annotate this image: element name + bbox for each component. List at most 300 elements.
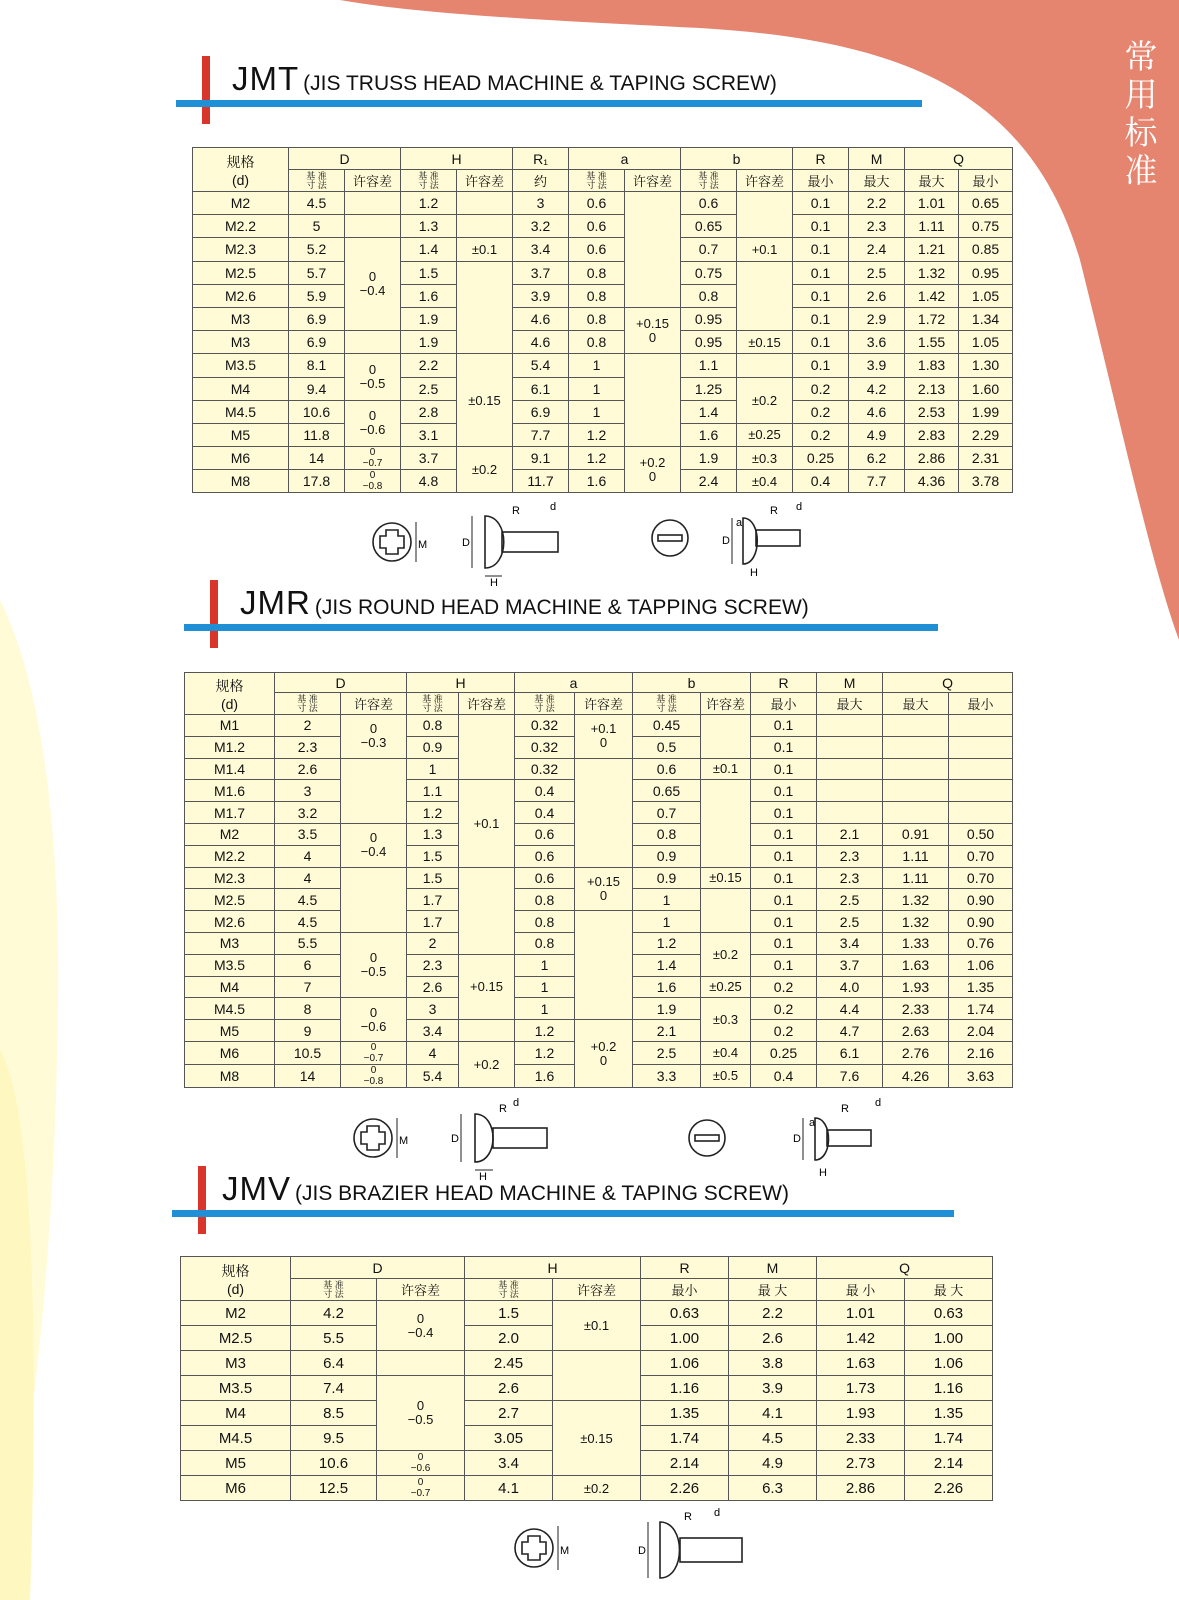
section-description: (JIS TRUSS HEAD MACHINE & TAPING SCREW) bbox=[303, 72, 777, 95]
a-base-cell: 1.6 bbox=[515, 1064, 575, 1087]
H-base-cell: 3 bbox=[407, 998, 459, 1020]
Q-max-cell: 1.72 bbox=[905, 307, 959, 330]
H-base-cell: 4 bbox=[407, 1041, 459, 1064]
size-cell: M5 bbox=[185, 1020, 275, 1042]
H-base-cell: 1.5 bbox=[401, 261, 457, 284]
Q-min-cell bbox=[949, 736, 1013, 758]
R-min-cell: 0.1 bbox=[751, 715, 817, 737]
table-row bbox=[181, 1401, 993, 1426]
section-code: JMT bbox=[232, 60, 300, 97]
Q-max-cell: 0.63 bbox=[905, 1301, 993, 1326]
D-base-cell: 6.9 bbox=[289, 331, 345, 354]
Q-max-cell: 1.00 bbox=[905, 1326, 993, 1351]
size-cell: M8 bbox=[193, 470, 289, 493]
H-base-cell: 1 bbox=[407, 758, 459, 780]
M-max-cell: 3.9 bbox=[729, 1376, 817, 1401]
size-cell: M2.3 bbox=[185, 867, 275, 889]
D-base-cell: 14 bbox=[275, 1064, 341, 1087]
tolerance-line: 0 bbox=[368, 408, 377, 424]
label-d: d bbox=[714, 1508, 721, 1519]
M-max-cell: 2.4 bbox=[849, 238, 905, 261]
M-max-cell bbox=[817, 715, 883, 737]
H-tol-cell: +0.2 bbox=[459, 1041, 515, 1087]
size-cell: M6 bbox=[193, 447, 289, 470]
table-row bbox=[185, 911, 1013, 933]
table-row bbox=[185, 715, 1013, 737]
size-cell: M2.6 bbox=[193, 284, 289, 307]
b-tol-cell: ±0.4 bbox=[737, 470, 793, 493]
R-min-cell: 0.1 bbox=[793, 354, 849, 377]
Q-max-cell: 1.63 bbox=[883, 954, 949, 976]
D-base-cell: 6.4 bbox=[291, 1351, 377, 1376]
D-tol-cell bbox=[341, 1041, 407, 1064]
D-tol-cell bbox=[345, 400, 401, 446]
R-min-cell: 0.25 bbox=[751, 1041, 817, 1064]
a-base-cell: 0.8 bbox=[569, 261, 625, 284]
D-tol-cell bbox=[377, 1351, 465, 1376]
b-base-cell: 0.95 bbox=[681, 331, 737, 354]
table-row bbox=[193, 400, 1013, 423]
Q-max-cell: 1.32 bbox=[883, 911, 949, 933]
H-base-cell: 3.05 bbox=[465, 1426, 553, 1451]
M-max-cell: 3.7 bbox=[817, 954, 883, 976]
H-base-cell: 1.2 bbox=[401, 192, 457, 215]
table-row bbox=[185, 1020, 1013, 1042]
a-base-cell: 1 bbox=[569, 377, 625, 400]
a-base-cell: 1.2 bbox=[515, 1020, 575, 1042]
R1-cell: 3.9 bbox=[513, 284, 569, 307]
a-base-cell: 0.6 bbox=[515, 845, 575, 867]
D-base-cell: 8.1 bbox=[289, 354, 345, 377]
a-tol-cell bbox=[575, 715, 633, 759]
size-cell: M2.5 bbox=[193, 261, 289, 284]
a-tol-cell bbox=[625, 307, 681, 353]
b-base-cell: 1.2 bbox=[633, 932, 701, 954]
M-max-cell: 2.2 bbox=[849, 192, 905, 215]
b-base-cell: 2.5 bbox=[633, 1041, 701, 1064]
size-cell: M6 bbox=[181, 1476, 291, 1501]
size-cell: M8 bbox=[185, 1064, 275, 1087]
table-row bbox=[193, 215, 1013, 238]
Q-min-cell bbox=[949, 758, 1013, 780]
tolerance-line: 0 bbox=[416, 1398, 425, 1413]
D-tol-cell bbox=[341, 823, 407, 867]
header-min: 最小 bbox=[949, 693, 1013, 715]
H-tol-cell: +0.15 bbox=[459, 954, 515, 1019]
H-base-cell: 2.45 bbox=[465, 1351, 553, 1376]
Q-max-cell: 1.32 bbox=[905, 261, 959, 284]
R1-cell: 11.7 bbox=[513, 470, 569, 493]
H-base-cell: 2.0 bbox=[465, 1326, 553, 1351]
Q-min-cell: 2.73 bbox=[817, 1451, 905, 1476]
D-tol-cell bbox=[341, 758, 407, 823]
Q-max-cell bbox=[883, 715, 949, 737]
H-tol-cell: ±0.2 bbox=[457, 447, 513, 493]
jmr-title bbox=[210, 580, 950, 650]
b-base-cell: 0.75 bbox=[681, 261, 737, 284]
M-max-cell: 6.2 bbox=[849, 447, 905, 470]
D-base-cell: 5.5 bbox=[291, 1326, 377, 1351]
M-max-cell bbox=[817, 780, 883, 802]
H-base-cell: 1.5 bbox=[407, 867, 459, 889]
D-base-cell: 5.5 bbox=[275, 932, 341, 954]
Q-max-cell bbox=[883, 802, 949, 824]
Q-min-cell: 0.90 bbox=[949, 889, 1013, 911]
R-min-cell: 0.1 bbox=[793, 192, 849, 215]
H-base-cell: 2.2 bbox=[401, 354, 457, 377]
a-base-cell: 0.8 bbox=[569, 331, 625, 354]
label-d: d bbox=[513, 1098, 520, 1109]
header-tol: 许容差 bbox=[701, 693, 751, 715]
H-base-cell: 3.4 bbox=[465, 1451, 553, 1476]
size-cell: M5 bbox=[181, 1451, 291, 1476]
header-H: H bbox=[407, 673, 515, 693]
tolerance-line: 0 bbox=[416, 1310, 425, 1326]
size-cell: M3 bbox=[185, 932, 275, 954]
R1-cell: 5.4 bbox=[513, 354, 569, 377]
header-tol: 许容差 bbox=[345, 170, 401, 192]
D-base-cell: 5.9 bbox=[289, 284, 345, 307]
R-min-cell: 0.1 bbox=[751, 802, 817, 824]
label-R: R bbox=[512, 505, 520, 517]
label-d: d bbox=[875, 1098, 882, 1109]
header-base: 基 准 寸 法 bbox=[401, 170, 457, 192]
tolerance-line: −0.7 bbox=[410, 1488, 431, 1499]
Q-max-cell: 1.83 bbox=[905, 354, 959, 377]
M-max-cell: 3.6 bbox=[849, 331, 905, 354]
H-tol-cell bbox=[553, 1351, 641, 1401]
Q-max-cell bbox=[883, 780, 949, 802]
tolerance-line: −0.4 bbox=[359, 283, 386, 299]
b-base-cell: 2.4 bbox=[681, 470, 737, 493]
Q-min-cell: 2.33 bbox=[817, 1426, 905, 1451]
Q-max-cell: 1.93 bbox=[883, 976, 949, 998]
label-D: D bbox=[462, 537, 470, 549]
a-tol-cell bbox=[625, 192, 681, 308]
tolerance-line: −0.7 bbox=[363, 1052, 384, 1064]
R-min-cell: 0.1 bbox=[793, 307, 849, 330]
header-tol: 许容差 bbox=[553, 1279, 641, 1301]
header-tol: 许容差 bbox=[457, 170, 513, 192]
header-tol: 许容差 bbox=[575, 693, 633, 715]
a-base-cell: 1 bbox=[569, 354, 625, 377]
D-base-cell: 8.5 bbox=[291, 1401, 377, 1426]
R-min-cell: 0.1 bbox=[751, 758, 817, 780]
D-base-cell: 8 bbox=[275, 998, 341, 1020]
R1-cell: 3 bbox=[513, 192, 569, 215]
M-max-cell bbox=[817, 736, 883, 758]
b-tol-cell: ±0.25 bbox=[737, 423, 793, 446]
Q-min-cell: 1.06 bbox=[949, 954, 1013, 976]
tolerance-line: −0.8 bbox=[362, 481, 383, 493]
M-max-cell: 4.1 bbox=[729, 1401, 817, 1426]
M-max-cell: 7.6 bbox=[817, 1064, 883, 1087]
R1-cell: 7.7 bbox=[513, 423, 569, 446]
header-spec: 规格 (d) bbox=[185, 673, 275, 715]
a-base-cell: 0.32 bbox=[515, 715, 575, 737]
a-base-cell: 1.2 bbox=[569, 447, 625, 470]
b-tol-cell: ±0.1 bbox=[701, 758, 751, 780]
header-base: 基 准 寸 法 bbox=[291, 1279, 377, 1301]
R-min-cell: 0.2 bbox=[751, 1020, 817, 1042]
R-min-cell: 0.4 bbox=[751, 1064, 817, 1087]
b-base-cell: 0.7 bbox=[681, 238, 737, 261]
H-base-cell: 1.2 bbox=[407, 802, 459, 824]
a-base-cell: 1 bbox=[515, 954, 575, 976]
b-base-cell: 1.9 bbox=[681, 447, 737, 470]
b-tol-cell: ±0.5 bbox=[701, 1064, 751, 1087]
header-min: 最小 bbox=[959, 170, 1013, 192]
R-min-cell: 0.2 bbox=[751, 976, 817, 998]
R1-cell: 3.4 bbox=[513, 238, 569, 261]
b-base-cell: 2.1 bbox=[633, 1020, 701, 1042]
tolerance-line: 0 bbox=[369, 470, 376, 482]
D-base-cell: 4.5 bbox=[275, 889, 341, 911]
b-base-cell: 0.6 bbox=[681, 192, 737, 215]
D-tol-cell bbox=[345, 470, 401, 493]
R-min-cell: 0.1 bbox=[751, 845, 817, 867]
size-cell: M2.2 bbox=[193, 215, 289, 238]
Q-max-cell: 2.86 bbox=[905, 447, 959, 470]
Q-max-cell: 1.11 bbox=[883, 867, 949, 889]
M-max-cell bbox=[817, 802, 883, 824]
tolerance-line: −0.6 bbox=[410, 1463, 431, 1474]
D-base-cell: 3.5 bbox=[275, 823, 341, 845]
size-cell: M3.5 bbox=[181, 1376, 291, 1401]
label-D: D bbox=[638, 1545, 646, 1557]
Q-min-cell: 0.70 bbox=[949, 867, 1013, 889]
H-tol-cell: ±0.1 bbox=[553, 1301, 641, 1351]
Q-min-cell: 1.34 bbox=[959, 307, 1013, 330]
b-base-cell: 0.6 bbox=[633, 758, 701, 780]
H-base-cell: 0.9 bbox=[407, 736, 459, 758]
Q-min-cell bbox=[949, 715, 1013, 737]
a-base-cell: 1 bbox=[515, 998, 575, 1020]
header-max: 最大 bbox=[883, 693, 949, 715]
R-min-cell: 0.1 bbox=[751, 736, 817, 758]
R-min-cell: 0.2 bbox=[793, 400, 849, 423]
table-row bbox=[193, 377, 1013, 400]
H-tol-cell: ±0.15 bbox=[457, 354, 513, 447]
R-min-cell: 1.74 bbox=[641, 1426, 729, 1451]
b-base-cell: 1 bbox=[633, 911, 701, 933]
size-cell: M3 bbox=[181, 1351, 291, 1376]
D-base-cell: 3 bbox=[275, 780, 341, 802]
tolerance-line: 0 bbox=[369, 721, 378, 737]
D-base-cell: 4 bbox=[275, 867, 341, 889]
Q-max-cell: 0.91 bbox=[883, 823, 949, 845]
D-tol-cell bbox=[345, 331, 401, 354]
Q-min-cell: 0.70 bbox=[949, 845, 1013, 867]
D-base-cell: 2.6 bbox=[275, 758, 341, 780]
header-M: M bbox=[729, 1257, 817, 1279]
D-tol-cell bbox=[345, 215, 401, 238]
tolerance-line: −0.6 bbox=[360, 1018, 387, 1034]
Q-min-cell: 1.63 bbox=[817, 1351, 905, 1376]
D-tol-cell bbox=[345, 447, 401, 470]
size-cell: M4 bbox=[185, 976, 275, 998]
tolerance-line: 0 bbox=[648, 329, 657, 345]
tolerance-line: 0 bbox=[368, 362, 377, 377]
side-label-char: 用 bbox=[1124, 75, 1158, 114]
D-base-cell: 7.4 bbox=[291, 1376, 377, 1401]
a-base-cell: 1.2 bbox=[569, 423, 625, 446]
Q-min-cell: 2.31 bbox=[959, 447, 1013, 470]
tolerance-line: 0 bbox=[599, 1052, 608, 1068]
H-tol-cell: ±0.2 bbox=[553, 1476, 641, 1501]
M-max-cell: 2.5 bbox=[817, 911, 883, 933]
header-max: 最 大 bbox=[729, 1279, 817, 1301]
H-base-cell: 1.9 bbox=[401, 331, 457, 354]
header-base: 基 准 寸 法 bbox=[289, 170, 345, 192]
size-cell: M1.2 bbox=[185, 736, 275, 758]
table-row bbox=[185, 758, 1013, 780]
H-base-cell: 4.1 bbox=[465, 1476, 553, 1501]
label-D: D bbox=[793, 1133, 801, 1145]
Q-max-cell: 1.01 bbox=[905, 192, 959, 215]
H-base-cell: 3.4 bbox=[407, 1020, 459, 1042]
H-tol-cell bbox=[457, 261, 513, 354]
header-max: 最大 bbox=[817, 693, 883, 715]
section-code: JMR bbox=[240, 584, 311, 621]
header-D: D bbox=[289, 148, 401, 170]
header-max: 最大 bbox=[905, 170, 959, 192]
R-min-cell: 2.26 bbox=[641, 1476, 729, 1501]
H-base-cell: 2.3 bbox=[407, 954, 459, 976]
H-tol-cell bbox=[459, 715, 515, 780]
a-base-cell: 0.6 bbox=[569, 192, 625, 215]
R-min-cell: 0.2 bbox=[751, 998, 817, 1020]
D-base-cell: 2.3 bbox=[275, 736, 341, 758]
label-M: M bbox=[560, 1545, 570, 1557]
slotted-head-side-view bbox=[732, 518, 800, 564]
M-max-cell: 6.3 bbox=[729, 1476, 817, 1501]
tolerance-line: +0.1 bbox=[590, 721, 617, 737]
header-R: R bbox=[751, 673, 817, 693]
header-approx: 约 bbox=[513, 170, 569, 192]
b-base-cell: 0.5 bbox=[633, 736, 701, 758]
R-min-cell: 0.1 bbox=[751, 867, 817, 889]
H-base-cell: 2.6 bbox=[407, 976, 459, 998]
side-label-char: 准 bbox=[1124, 151, 1158, 190]
header-min: 最小 bbox=[793, 170, 849, 192]
D-tol-cell bbox=[341, 1064, 407, 1087]
a-base-cell: 0.8 bbox=[515, 911, 575, 933]
b-tol-cell bbox=[701, 715, 751, 759]
a-base-cell: 1.6 bbox=[569, 470, 625, 493]
Q-min-cell: 2.04 bbox=[949, 1020, 1013, 1042]
jmv-diagram bbox=[510, 1508, 760, 1590]
header-base: 基 准 寸 法 bbox=[465, 1279, 553, 1301]
H-base-cell: 3.1 bbox=[401, 423, 457, 446]
D-base-cell: 7 bbox=[275, 976, 341, 998]
header-R: R bbox=[641, 1257, 729, 1279]
Q-min-cell: 3.78 bbox=[959, 470, 1013, 493]
jmt-table bbox=[192, 147, 1013, 493]
Q-min-cell: 1.35 bbox=[949, 976, 1013, 998]
header-tol: 许容差 bbox=[341, 693, 407, 715]
Q-min-cell: 1.05 bbox=[959, 331, 1013, 354]
D-base-cell: 5 bbox=[289, 215, 345, 238]
D-base-cell: 9.5 bbox=[291, 1426, 377, 1451]
M-max-cell: 3.9 bbox=[849, 354, 905, 377]
b-base-cell: 1.6 bbox=[633, 976, 701, 998]
H-tol-cell: ±0.1 bbox=[457, 238, 513, 261]
R-min-cell: 0.1 bbox=[751, 780, 817, 802]
size-cell: M1.6 bbox=[185, 780, 275, 802]
table-row bbox=[193, 284, 1013, 307]
tolerance-line: −0.4 bbox=[360, 844, 387, 860]
a-base-cell: 0.4 bbox=[515, 780, 575, 802]
size-cell: M1.7 bbox=[185, 802, 275, 824]
size-cell: M2.5 bbox=[185, 889, 275, 911]
header-base: 基 准 寸 法 bbox=[633, 693, 701, 715]
title-blue-line bbox=[176, 100, 922, 107]
R-min-cell: 1.06 bbox=[641, 1351, 729, 1376]
a-base-cell: 0.6 bbox=[569, 238, 625, 261]
Q-min-cell: 2.29 bbox=[959, 423, 1013, 446]
R-min-cell: 0.25 bbox=[793, 447, 849, 470]
side-label-char: 常 bbox=[1124, 37, 1158, 76]
Q-max-cell: 1.06 bbox=[905, 1351, 993, 1376]
header-base: 基 准 寸 法 bbox=[515, 693, 575, 715]
Q-max-cell: 1.11 bbox=[883, 845, 949, 867]
header-R1: R₁ bbox=[513, 148, 569, 170]
b-base-cell: 0.65 bbox=[633, 780, 701, 802]
a-base-cell: 0.6 bbox=[515, 823, 575, 845]
tolerance-line: −0.5 bbox=[407, 1412, 434, 1427]
R-min-cell: 0.1 bbox=[793, 331, 849, 354]
a-base-cell: 0.4 bbox=[515, 802, 575, 824]
R-min-cell: 0.1 bbox=[793, 284, 849, 307]
table-row bbox=[193, 238, 1013, 261]
D-tol-cell bbox=[341, 932, 407, 997]
b-base-cell: 1.4 bbox=[633, 954, 701, 976]
section-description: (JIS BRAZIER HEAD MACHINE & TAPING SCREW) bbox=[295, 1182, 789, 1205]
b-base-cell: 0.9 bbox=[633, 845, 701, 867]
b-tol-cell: ±0.3 bbox=[701, 998, 751, 1042]
Q-min-cell: 2.16 bbox=[949, 1041, 1013, 1064]
Q-max-cell: 2.14 bbox=[905, 1451, 993, 1476]
R-min-cell: 0.1 bbox=[793, 261, 849, 284]
R-min-cell: 0.1 bbox=[793, 215, 849, 238]
Q-min-cell: 2.86 bbox=[817, 1476, 905, 1501]
table-row bbox=[185, 867, 1013, 889]
tolerance-line: +0.2 bbox=[590, 1038, 617, 1054]
b-base-cell: 0.8 bbox=[681, 284, 737, 307]
size-cell: M4 bbox=[181, 1401, 291, 1426]
header-Q: Q bbox=[905, 148, 1013, 170]
H-base-cell: 1.5 bbox=[407, 845, 459, 867]
label-D: D bbox=[722, 535, 730, 547]
b-tol-cell: ±0.3 bbox=[737, 447, 793, 470]
D-base-cell: 9 bbox=[275, 1020, 341, 1042]
D-tol-cell bbox=[341, 715, 407, 759]
M-max-cell: 2.5 bbox=[817, 889, 883, 911]
R-min-cell: 2.14 bbox=[641, 1451, 729, 1476]
a-base-cell: 0.32 bbox=[515, 736, 575, 758]
label-R: R bbox=[684, 1511, 692, 1523]
Q-max-cell: 2.76 bbox=[883, 1041, 949, 1064]
a-base-cell: 0.6 bbox=[569, 215, 625, 238]
R-min-cell: 0.1 bbox=[751, 911, 817, 933]
header-Q: Q bbox=[817, 1257, 993, 1279]
header-H: H bbox=[401, 148, 513, 170]
table-row bbox=[181, 1351, 993, 1376]
M-max-cell: 4.4 bbox=[817, 998, 883, 1020]
jmt-title bbox=[202, 56, 922, 126]
H-base-cell: 1.5 bbox=[465, 1301, 553, 1326]
